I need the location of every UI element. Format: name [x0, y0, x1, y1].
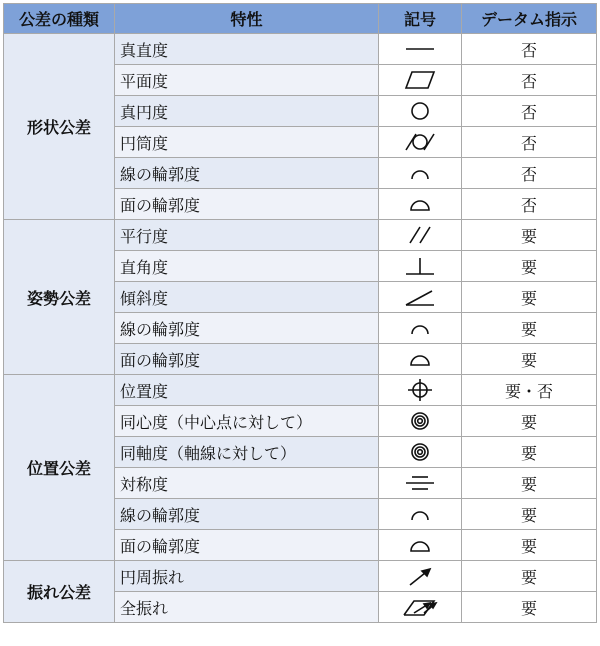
symbol-cell: [379, 344, 462, 375]
characteristic-cell: 線の輪郭度: [115, 499, 379, 530]
flatness-icon: [400, 68, 440, 92]
symbol-cell: [379, 313, 462, 344]
datum-cell: 要: [462, 499, 597, 530]
symbol-cell: [379, 158, 462, 189]
datum-cell: 要: [462, 437, 597, 468]
straightness-icon: [400, 37, 440, 61]
total-runout-icon: [400, 595, 440, 619]
header-characteristic: 特性: [115, 4, 379, 34]
characteristic-cell: 同心度（中心点に対して）: [115, 406, 379, 437]
characteristic-cell: 面の輪郭度: [115, 189, 379, 220]
category-cell: 形状公差: [4, 34, 115, 220]
symbol-cell: [379, 375, 462, 406]
characteristic-cell: 面の輪郭度: [115, 344, 379, 375]
symmetry-icon: [400, 471, 440, 495]
datum-cell: 要: [462, 251, 597, 282]
perpendicularity-icon: [400, 254, 440, 278]
cylindricity-icon: [400, 130, 440, 154]
symbol-cell: [379, 65, 462, 96]
characteristic-cell: 対称度: [115, 468, 379, 499]
position-icon: [400, 378, 440, 402]
characteristic-cell: 面の輪郭度: [115, 530, 379, 561]
symbol-cell: [379, 592, 462, 623]
characteristic-cell: 同軸度（軸線に対して）: [115, 437, 379, 468]
characteristic-cell: 真円度: [115, 96, 379, 127]
header-row: [4, 4, 597, 34]
category-cell: 姿勢公差: [4, 220, 115, 375]
angularity-icon: [400, 285, 440, 309]
symbol-cell: [379, 127, 462, 158]
line-profile-icon: [400, 316, 440, 340]
header-datum: データム指示: [462, 4, 597, 34]
characteristic-cell: 円周振れ: [115, 561, 379, 592]
table-body: [4, 34, 597, 623]
datum-cell: 要: [462, 530, 597, 561]
symbol-cell: [379, 220, 462, 251]
table-row: [4, 220, 597, 251]
datum-cell: 否: [462, 65, 597, 96]
datum-cell: 否: [462, 189, 597, 220]
symbol-cell: [379, 282, 462, 313]
surface-profile-icon: [400, 347, 440, 371]
concentricity-icon: [400, 409, 440, 433]
symbol-cell: [379, 96, 462, 127]
line-profile-icon: [400, 502, 440, 526]
header-tolerance-type: 公差の種類: [4, 4, 115, 34]
datum-cell: 要: [462, 220, 597, 251]
datum-cell: 要・否: [462, 375, 597, 406]
symbol-cell: [379, 499, 462, 530]
circularity-icon: [400, 99, 440, 123]
symbol-cell: [379, 530, 462, 561]
datum-cell: 否: [462, 34, 597, 65]
datum-cell: 要: [462, 282, 597, 313]
datum-cell: 否: [462, 96, 597, 127]
datum-cell: 要: [462, 406, 597, 437]
line-profile-icon: [400, 161, 440, 185]
category-cell: 振れ公差: [4, 561, 115, 623]
characteristic-cell: 平面度: [115, 65, 379, 96]
characteristic-cell: 真直度: [115, 34, 379, 65]
table-row: [4, 34, 597, 65]
datum-cell: 要: [462, 561, 597, 592]
circular-runout-icon: [400, 564, 440, 588]
coaxiality-icon: [400, 440, 440, 464]
characteristic-cell: 線の輪郭度: [115, 313, 379, 344]
datum-cell: 要: [462, 344, 597, 375]
surface-profile-icon: [400, 192, 440, 216]
parallelism-icon: [400, 223, 440, 247]
category-cell: 位置公差: [4, 375, 115, 561]
symbol-cell: [379, 561, 462, 592]
symbol-cell: [379, 437, 462, 468]
datum-cell: 要: [462, 313, 597, 344]
datum-cell: 否: [462, 158, 597, 189]
characteristic-cell: 平行度: [115, 220, 379, 251]
surface-profile-icon: [400, 533, 440, 557]
symbol-cell: [379, 406, 462, 437]
datum-cell: 否: [462, 127, 597, 158]
characteristic-cell: 直角度: [115, 251, 379, 282]
symbol-cell: [379, 468, 462, 499]
characteristic-cell: 線の輪郭度: [115, 158, 379, 189]
characteristic-cell: 円筒度: [115, 127, 379, 158]
symbol-cell: [379, 189, 462, 220]
symbol-cell: [379, 34, 462, 65]
table-row: [4, 375, 597, 406]
datum-cell: 要: [462, 592, 597, 623]
datum-cell: 要: [462, 468, 597, 499]
header-symbol: 記号: [379, 4, 462, 34]
symbol-cell: [379, 251, 462, 282]
characteristic-cell: 全振れ: [115, 592, 379, 623]
characteristic-cell: 傾斜度: [115, 282, 379, 313]
gdt-tolerance-table: [3, 3, 597, 623]
characteristic-cell: 位置度: [115, 375, 379, 406]
table-row: [4, 561, 597, 592]
